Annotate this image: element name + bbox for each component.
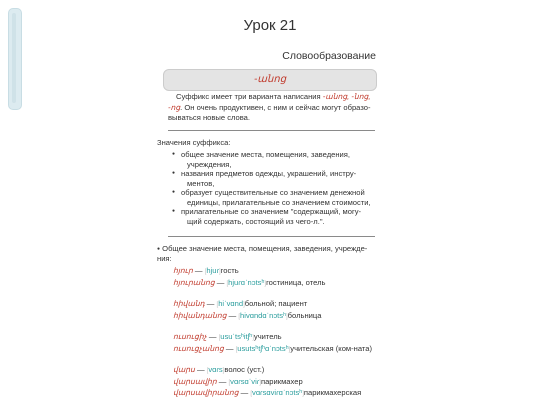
suffix-heading-box: -անոց: [163, 69, 377, 91]
armenian-word: հյուր: [173, 266, 193, 275]
armenian-word: հիվանդանոց: [173, 310, 227, 320]
translation: волос (уст.): [224, 365, 265, 374]
translation: гость: [220, 266, 239, 275]
translation: парикмахер: [260, 376, 303, 386]
transcription: vɑɾsɑˈviɾ: [230, 376, 260, 386]
armenian-word: ուսուցիչ: [173, 332, 207, 341]
stress-marker: [: [228, 379, 231, 386]
stress-marker: [: [238, 313, 241, 320]
word-entry: [173, 377, 378, 389]
transcription: hjuɾ: [206, 266, 219, 275]
transcription: hivɑndɑˈnɔtsʰ: [240, 310, 286, 320]
translation: больной; пациент: [244, 299, 308, 308]
stress-marker: [: [226, 280, 229, 287]
word-entry: [173, 344, 378, 356]
translation: парикмахерская: [303, 388, 362, 397]
dash-separator: —: [223, 343, 236, 353]
transcription: vɑɾs: [208, 365, 223, 374]
word-entry: [173, 299, 378, 311]
stress-marker: ]: [243, 302, 245, 308]
dash-separator: —: [214, 277, 227, 287]
stress-marker: ]: [259, 379, 261, 386]
section-heading-text: Общее значение места, помещения, заведения, учрежде-ния:: [157, 244, 368, 263]
stress-marker: [: [206, 368, 209, 374]
dash-separator: —: [216, 376, 229, 386]
meanings-title: Значения суффикса:: [157, 138, 231, 147]
word-entry: [173, 365, 378, 377]
word-entry: [173, 388, 378, 400]
armenian-word: հիվանդ: [173, 299, 205, 308]
word-entry: [173, 266, 378, 278]
stress-marker: [: [204, 269, 207, 275]
armenian-word: վարսավիր: [173, 376, 217, 386]
armenian-word: վարս: [173, 365, 195, 374]
dash-separator: —: [194, 365, 207, 374]
stress-marker: ]: [222, 368, 225, 374]
page-title: Урок 21: [243, 17, 297, 34]
word-entry: [173, 278, 378, 290]
dash-separator: —: [238, 388, 251, 397]
meaning-item: ● прилагательные со значением "содержащий, могу- щий содержать, состоящий из чего-л.".: [175, 207, 375, 226]
stress-marker: [: [235, 346, 238, 353]
divider: [168, 236, 375, 237]
transcription: usutsʰtʃʰɑˈnɔtsʰ: [237, 343, 289, 353]
stress-marker: ]: [218, 269, 221, 275]
transcription: hjuɾɑˈnɔtsʰ: [228, 277, 265, 287]
translation: учительская (ком-ната): [290, 343, 373, 353]
transcription: usuˈtsʰitʃʰ: [220, 332, 253, 341]
meaning-item: ● образует существительные со значением денежной единицы, прилагательные со значением стоимости,: [175, 188, 375, 207]
intro-lead: Суффикс имеет три варианта написания: [176, 92, 323, 101]
word-entry: [173, 311, 378, 323]
transcription: vɑɾsɑviɾɑˈnɔtsʰ: [252, 388, 303, 397]
translation: учитель: [253, 332, 282, 341]
stress-marker: ]: [252, 335, 254, 341]
intro-rest: . Он очень продуктивен, с ним и сейчас могут образо-вываться новые слова.: [168, 102, 371, 122]
suffix-intro: [168, 92, 378, 124]
dash-separator: —: [206, 332, 219, 341]
armenian-word: հյուրանոց: [173, 277, 215, 287]
bullet-icon: ●: [157, 246, 161, 252]
word-entry: [173, 332, 378, 344]
stress-marker: ]: [288, 346, 291, 353]
armenian-word: վարսավիրանոց: [173, 388, 239, 397]
stress-marker: [: [218, 335, 221, 341]
word-list: [173, 266, 378, 400]
dash-separator: —: [226, 310, 239, 320]
meaning-item: ● общее значение места, помещения, заведения, учреждения,: [175, 150, 375, 169]
section-heading: [157, 244, 375, 264]
transcription: hiˈvɑnd: [218, 299, 244, 308]
armenian-word: ուսուցչանոց: [173, 343, 224, 353]
divider: [168, 130, 375, 131]
stress-marker: [: [250, 391, 253, 397]
stress-marker: ]: [264, 280, 267, 287]
stress-marker: [: [216, 302, 219, 308]
translation: гостиница, отель: [266, 277, 326, 287]
translation: больница: [287, 310, 322, 320]
intro-variants: -անոց, -նոց, -ոց: [168, 92, 371, 112]
meanings-list: [175, 150, 375, 226]
stress-marker: ]: [302, 391, 304, 397]
section-title: Словообразование: [282, 50, 376, 62]
meaning-item: ● названия предметов одежды, украшений, инстру- ментов,: [175, 169, 375, 188]
stress-marker: ]: [286, 313, 288, 320]
dash-separator: —: [192, 266, 205, 275]
dash-separator: —: [204, 299, 217, 308]
